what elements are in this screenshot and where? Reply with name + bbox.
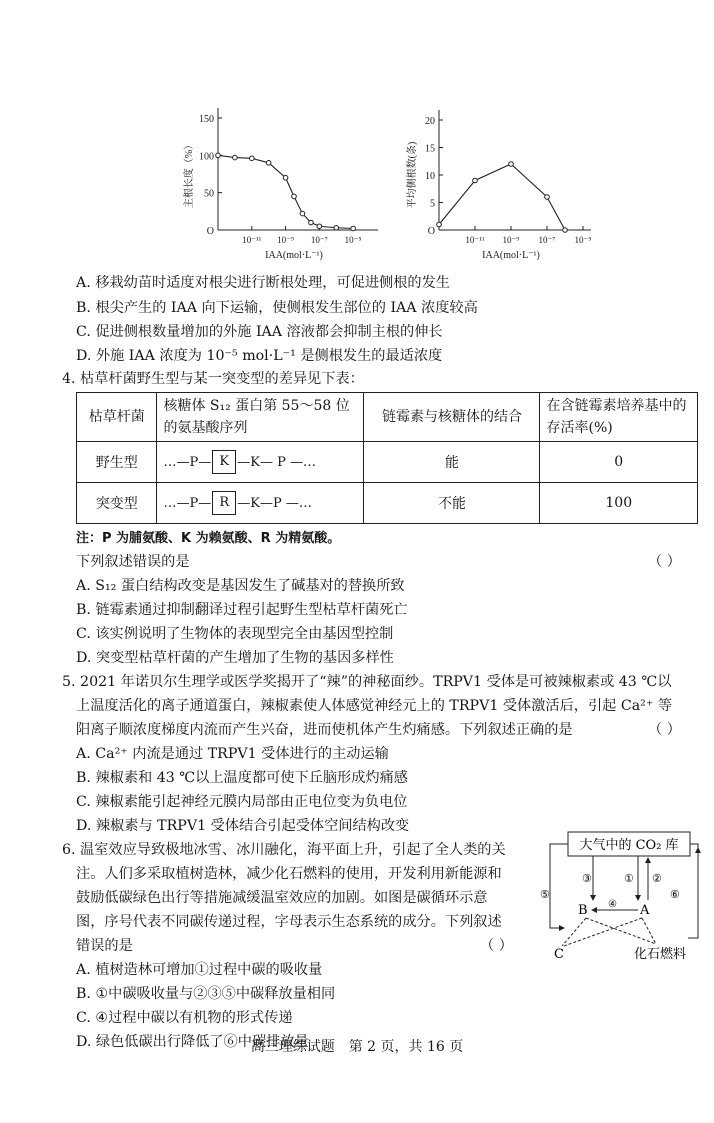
- q6-option-b: B. ①中碳吸收量与②③⑤中碳释放量相同: [76, 986, 336, 1002]
- data-point: [233, 155, 238, 160]
- q5-option-b: B. 辣椒素和 43 ℃以上温度都可使下丘脑形成灼痛感: [76, 770, 408, 786]
- x-tick-label: 10⁻¹¹: [242, 235, 262, 245]
- x-tick-label: 10⁻¹¹: [465, 235, 485, 245]
- q5-stem-line1: 5. 2021 年诺贝尔生理学或医学奖揭开了“辣”的神秘面纱。TRPV1 受体是可被辣椒素或 43 ℃以: [62, 674, 672, 690]
- row-binding: 能: [364, 442, 540, 483]
- x-tick-label: 10⁻⁵: [344, 235, 362, 245]
- y-tick-label: 20: [425, 116, 435, 127]
- x-axis-label: IAA(mol·L⁻¹): [265, 250, 323, 261]
- row-survival: 100: [540, 483, 698, 524]
- x-tick-label: 10⁻⁹: [277, 235, 295, 245]
- y-tick-label: 150: [199, 114, 214, 125]
- q4-option-b: B. 链霉素通过抑制翻译过程引起野生型枯草杆菌死亡: [76, 602, 408, 618]
- node-fossil-fuel: 化石燃料: [634, 947, 687, 962]
- dash-b-c: [562, 918, 586, 946]
- node-b: B: [578, 903, 588, 918]
- y-tick-label: O: [427, 226, 435, 237]
- table-row: [77, 442, 698, 483]
- q6-stem-line5: 错误的是: [76, 938, 133, 954]
- q5-option-d: D. 辣椒素与 TRPV1 受体结合引起受体空间结构改变: [76, 818, 410, 834]
- data-point: [249, 156, 254, 161]
- q3-option-a: A. 移栽幼苗时适度对根尖进行断根处理，可促进侧根的发生: [76, 275, 450, 291]
- row-sequence: [157, 442, 364, 483]
- arrow-6: [688, 844, 698, 938]
- data-point: [317, 224, 322, 229]
- y-tick-label: 50: [204, 188, 214, 200]
- carbon-cycle-diagram: [538, 828, 708, 968]
- row-survival: 0: [540, 442, 698, 483]
- label-4: ④: [608, 899, 617, 910]
- y-tick-label: 15: [425, 143, 435, 155]
- y-tick-label: 100: [199, 151, 214, 163]
- seq-prefix: …—P—: [163, 454, 212, 470]
- x-axis-label: IAA(mol·L⁻¹): [482, 250, 540, 261]
- q4-option-a: A. S₁₂ 蛋白结构改变是基因发生了碱基对的替换所致: [76, 578, 405, 594]
- label-5: ⑤: [540, 888, 550, 901]
- data-point: [216, 153, 221, 158]
- x-tick-label: 10⁻⁵: [574, 235, 592, 245]
- q6-stem-line4: 图，序号代表不同碳传递过程，字母表示生态系统的成分。下列叙述: [76, 914, 502, 930]
- q4-note: 注：P 为脯氨酸、K 为赖氨酸、R 为精氨酸。: [76, 531, 341, 546]
- header-binding: 链霉素与核糖体的结合: [364, 393, 540, 442]
- header-strain: 枯草杆菌: [77, 393, 157, 442]
- label-1: ①: [624, 872, 634, 885]
- q6-answer-paren: （ ）: [480, 938, 513, 954]
- y-axis-label: 平均侧根数(条): [407, 141, 418, 209]
- data-point: [563, 228, 568, 233]
- q6-stem-line1: 6. 温室效应导致极地冰雪、冰川融化，海平面上升，引起了全人类的关: [62, 842, 506, 858]
- main-root-length-chart: [180, 100, 390, 270]
- x-tick-label: 10⁻⁷: [310, 235, 328, 245]
- seq-prefix: …—P—: [163, 495, 212, 511]
- seq-suffix: —K— P —…: [237, 454, 316, 470]
- q5-stem-line3: 阳离子顺浓度梯度内流而产生兴奋，进而使机体产生灼痛感。下列叙述正确的是: [76, 722, 573, 738]
- q5-option-a: A. Ca²⁺ 内流是通过 TRPV1 受体进行的主动运输: [76, 746, 389, 762]
- y-tick-label: 10: [425, 171, 435, 182]
- seq-suffix: —K—P —…: [237, 495, 312, 511]
- y-tick-label: 5: [430, 198, 435, 210]
- q5-answer-paren: （ ）: [648, 722, 681, 738]
- q4-answer-paren: （ ）: [648, 554, 681, 570]
- row-strain: 野生型: [77, 442, 157, 483]
- data-point: [309, 220, 314, 225]
- q4-table: [76, 392, 698, 524]
- header-survival: 在含链霉素培养基中的存活率(%): [540, 393, 698, 442]
- co2-pool-label: 大气中的 CO₂ 库: [579, 838, 679, 853]
- node-c: C: [554, 947, 564, 962]
- seq-boxed-residue: R: [212, 491, 236, 515]
- q6-option-a: A. 植树造林可增加①过程中碳的吸收量: [76, 962, 323, 978]
- header-sequence: 核糖体 S₁₂ 蛋白第 55～58 位的氨基酸序列: [157, 393, 364, 442]
- data-point: [292, 194, 297, 199]
- data-point: [437, 222, 442, 227]
- q4-option-d: D. 突变型枯草杆菌的产生增加了生物的基因多样性: [76, 650, 394, 666]
- seq-boxed-residue: K: [212, 450, 236, 474]
- q6-option-d: D. 绿色低碳出行降低了⑥中碳排放量: [76, 1034, 309, 1050]
- q3-option-d: D. 外施 IAA 浓度为 10⁻⁵ mol·L⁻¹ 是侧根发生的最适浓度: [76, 348, 443, 364]
- lateral-root-count-chart: [405, 100, 615, 270]
- q6-stem-line2: 注。人们多采取植树造林，减少化石燃料的使用，开发利用新能源和: [76, 866, 502, 882]
- data-point: [266, 161, 271, 166]
- q3-option-b: B. 根尖产生的 IAA 向下运输，使侧根发生部位的 IAA 浓度较高: [76, 300, 478, 316]
- q4-option-c: C. 该实例说明了生物体的表现型完全由基因型控制: [76, 626, 394, 642]
- x-tick-label: 10⁻⁷: [538, 235, 556, 245]
- table-row: [77, 483, 698, 524]
- q6-option-c: C. ④过程中碳以有机物的形式传递: [76, 1010, 293, 1026]
- table-header-row: [77, 393, 698, 442]
- node-a: A: [640, 903, 650, 918]
- data-point: [334, 225, 339, 230]
- y-axis-label: 主根长度（%）: [184, 139, 195, 209]
- page-footer: 高三理综试题 第 2 页，共 16 页: [250, 1039, 464, 1055]
- y-tick-label: O: [206, 226, 214, 237]
- data-point: [509, 162, 514, 167]
- carbon-cycle-svg: [538, 828, 708, 968]
- q5-stem-line2: 上温度活化的离子通道蛋白，辣椒素使人体感觉神经元上的 TRPV1 受体激活后，引起 Ca²⁺ 等: [76, 698, 673, 714]
- q5-option-c: C. 辣椒素能引起神经元膜内局部由正电位变为负电位: [76, 794, 408, 810]
- q4-stem: 4. 枯草杆菌野生型与某一突变型的差异见下表：: [62, 371, 364, 387]
- data-point: [283, 175, 288, 180]
- data-point: [545, 195, 550, 200]
- lateral-root-chart-svg: [405, 100, 615, 270]
- data-point: [351, 226, 356, 231]
- label-3: ③: [582, 872, 592, 885]
- row-binding: 不能: [364, 483, 540, 524]
- arrow-5: [550, 844, 568, 928]
- data-point: [300, 211, 305, 216]
- x-tick-label: 10⁻⁹: [502, 235, 520, 245]
- data-point: [473, 178, 478, 183]
- row-strain: 突变型: [77, 483, 157, 524]
- q6-stem-line3: 鼓励低碳绿色出行等措施减缓温室效应的加剧。如图是碳循环示意: [76, 890, 488, 906]
- q3-option-c: C. 促进侧根数量增加的外施 IAA 溶液都会抑制主根的伸长: [76, 324, 443, 340]
- label-6: ⑥: [670, 888, 680, 901]
- q4-question: 下列叙述错误的是: [76, 554, 190, 570]
- label-2: ②: [652, 872, 662, 885]
- series-line: [218, 155, 353, 228]
- dash-b-fuel: [586, 918, 656, 944]
- dash-a-c: [564, 918, 642, 946]
- row-sequence: [157, 483, 364, 524]
- main-root-chart-svg: [180, 100, 390, 270]
